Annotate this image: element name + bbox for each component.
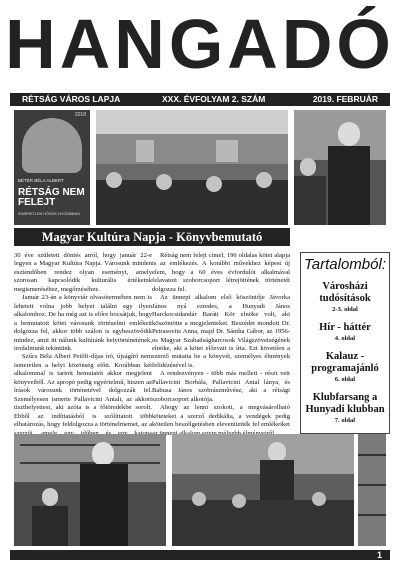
paragraph: 30 éve született döntés arról, hogy január 22-e legyen a Magyar Kultúra Napja. Városunk minden esztendőben rendez olyan eseményt, amely szorosan kapcsolódik kulturális értékeink megismeréséhez, megőrzéséhez. (14, 252, 152, 293)
contents-item-title: Kalauz - programajánló (311, 351, 379, 374)
contents-title: Tartalomból: (304, 256, 386, 273)
contents-item-page: 7. oldal (334, 417, 356, 424)
article-headline: Magyar Kultúra Napja - Könyvbemutató (14, 228, 290, 246)
contents-item-page: 6. oldal (334, 376, 356, 383)
speaker-photo (294, 110, 386, 225)
paragraph: Január 23-án a könyvtár olvasótermében nem is lehetett volna jobb helyet találni egy ilyen alkalomhoz. De ha még azt is előre bocsátjuk, hogy a bemutatott kötet városunk történelmi emlékeit dolgozza fel, akkor több szálon is egybeszövődik mindez, amit itt nálunk kultúránk helytörténetének, irodalmunk tekintünk. (14, 294, 152, 352)
contents-item-title: Hír - háttér (319, 322, 371, 333)
contents-item-title: Klubfarsang a Hunyadi klubban (305, 392, 385, 415)
author-portrait (22, 118, 82, 173)
contents-item-title: Városházi tudósítások (319, 281, 371, 304)
book-author: BÉTÉR BÉLA ALBERT (18, 178, 64, 183)
footer-bar (10, 550, 390, 560)
book-year: 2018 (74, 112, 86, 118)
town-label: RÉTSÁG VÁROS LAPJA (22, 94, 121, 104)
paragraph: Az ünnepi alkalom első köszöntője Jávorka János nyá ezredes, a Hunyadi János Harckocsidandár Baráti Kör elnöke volt, aki köszöntötte a megjelenteket. Beszédet mondott Dr. Petrasovits Anna, majd Dr. Sántha Gábor, az 1956-os Magyar Szabadságharcosok Világszövetségének elnöke, aki a kötet előzvait is írta. Ezt követően a szerző mutatta be a könyvét, személyes élmények felidézésével is. (152, 294, 290, 369)
shelf-detail-photo (358, 434, 386, 546)
paragraph: A rendezvényen - több más mellett - részt vett Pallavicini Borbála, Pallavicini Antal lánya, és Babusa János szobrászművész, aki a rétsági szoborcsoport alkotója. (152, 370, 290, 403)
paragraph: Rétság nem felejt címel, 196 oldalas kötet alapja is az emlékezés. A korábbi művekhez képest új elem, hogy a 60 éves évfordulót alkalmával felavatott szoborcsoport létrejöttének történetét dolgozza fel. (152, 252, 290, 293)
book-cover-photo (14, 110, 90, 225)
contents-item-page: 4. oldal (334, 335, 356, 342)
masthead-bar (10, 93, 390, 106)
book-title: RÉTSÁG NEM FELEJT (18, 187, 85, 208)
article-column-2 (152, 252, 290, 438)
date-label: 2019. FEBRUÁR (312, 94, 378, 104)
contents-item-page: 2-3. oldal (332, 306, 358, 313)
issue-label: XXX. ÉVFOLYAM 2. SZÁM (162, 94, 266, 104)
audience-rows-photo (172, 434, 354, 546)
paragraph: Ahogy az lenni szokott, a megvásárolható köteteket a szerző dedikálta, a vendégek pedig kötetlen beszélgetésben elevenítették fel emlékeiket ünnepi (152, 404, 290, 437)
contents-box (300, 252, 390, 434)
paragraph: Szűcs Béla Albert Petőfi-díjas író, újságíró nem ismeretlen a helyi közönség előtt. Korábban két alkalommal is tartott bemutatót akkor megjelent könyveiből. Az apropó pedig egyértelmű, hiszen az írások városunk történetével dolgozzák fel. Személyesen ismerte Pallavicini Antalt, az akkori tiszthelyettest, aki azóta is a főtöredékbe sorolt. Ebből az indíttatásból is szólíttatott több elhatározás, hogy feldolgozza a történelmemet, az a (14, 353, 152, 429)
newspaper-title: HANGADÓ (5, 5, 395, 83)
masthead (0, 0, 400, 92)
book-subtitle: ISMERETLEN HŐSÖK NYOMÁBAN (18, 212, 80, 216)
audience-photo (96, 110, 288, 225)
article-column-1 (14, 252, 152, 446)
bookshelf-speaker-photo (14, 434, 166, 546)
page-number: 1 (376, 550, 382, 560)
